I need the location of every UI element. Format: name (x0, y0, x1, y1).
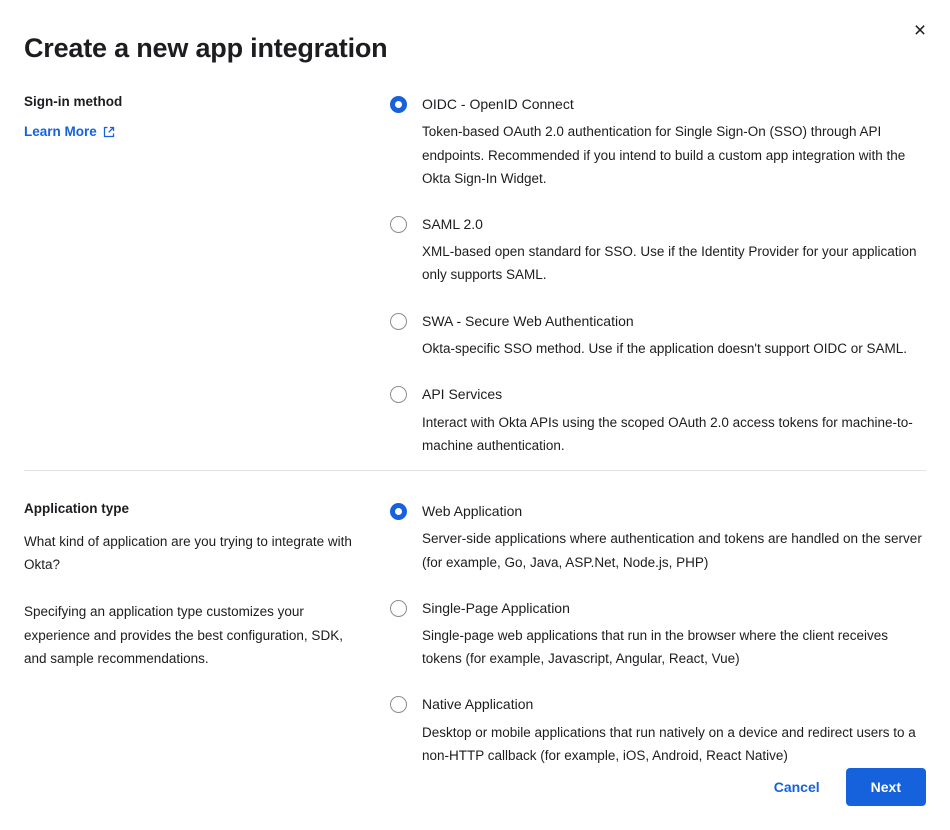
option-native-application[interactable] (390, 694, 930, 767)
section-divider (24, 470, 926, 471)
external-link-icon (103, 126, 115, 138)
application-type-options (390, 501, 930, 767)
option-saml-title[interactable]: SAML 2.0 (422, 215, 483, 232)
radio-saml[interactable] (390, 216, 407, 233)
option-single-page-application-title[interactable]: Single-Page Application (422, 599, 570, 616)
option-web-application[interactable] (390, 501, 930, 574)
radio-swa[interactable] (390, 313, 407, 330)
next-button[interactable]: Next (846, 768, 926, 806)
option-swa-description: Okta-specific SSO method. Use if the application doesn't support OIDC or SAML. (422, 340, 908, 356)
application-type-label: Application type (24, 501, 130, 516)
option-api-services[interactable] (390, 384, 930, 457)
application-type-helper-1: What kind of application are you trying to integrate with Okta? (24, 534, 352, 573)
option-saml-description: XML-based open standard for SSO. Use if the Identity Provider for your application only supports SAML. (422, 244, 917, 283)
application-type-helper-2: Specifying an application type customizes your experience and provides the best configuration, SDK, and sample recommendations. (24, 604, 343, 666)
application-type-left (24, 501, 374, 670)
radio-oidc[interactable] (390, 96, 407, 113)
option-api-services-description: Interact with Okta APIs using the scoped OAuth 2.0 access tokens for machine-to-machine authentication. (422, 414, 913, 453)
option-single-page-application-description: Single-page web applications that run in the browser where the client receives tokens (for example, Javascript, Angular, React, Vue) (422, 628, 889, 667)
option-web-application-title[interactable]: Web Application (422, 503, 523, 519)
learn-more-link[interactable] (24, 124, 115, 139)
radio-native-application[interactable] (390, 696, 407, 713)
option-web-application-description: Server-side applications where authentication and tokens are handled on the server (for example, Go, Java, ASP.Net, Node.js, PHP) (422, 531, 922, 570)
option-native-application-description: Desktop or mobile applications that run natively on a device and redirect users to a non-HTTP callback (for example, iOS, Android, React Native) (422, 724, 916, 763)
radio-api-services[interactable] (390, 386, 407, 403)
dialog-footer (770, 768, 926, 806)
option-native-application-title[interactable]: Native Application (422, 696, 534, 713)
radio-web-application[interactable] (390, 503, 407, 520)
option-oidc-title[interactable]: OIDC - OpenID Connect (422, 96, 574, 112)
signin-method-left (24, 94, 374, 141)
option-oidc[interactable] (390, 94, 930, 190)
option-swa[interactable] (390, 311, 930, 361)
signin-method-label: Sign-in method (24, 94, 123, 109)
close-icon[interactable]: × (906, 16, 934, 44)
option-single-page-application[interactable] (390, 598, 930, 671)
option-oidc-description: Token-based OAuth 2.0 authentication for Single Sign-On (SSO) through API endpoints. Recommended if you intend to build a custom app integration with the Okta Sign-In Widget. (422, 124, 906, 186)
option-saml[interactable] (390, 214, 930, 287)
option-swa-title[interactable]: SWA - Secure Web Authentication (422, 312, 634, 329)
signin-method-options (390, 94, 930, 457)
cancel-button[interactable]: Cancel (770, 771, 824, 803)
radio-single-page-application[interactable] (390, 600, 407, 617)
page-title: Create a new app integration (24, 33, 388, 63)
option-api-services-title[interactable]: API Services (422, 386, 503, 403)
learn-more-label: Learn More (24, 124, 97, 139)
